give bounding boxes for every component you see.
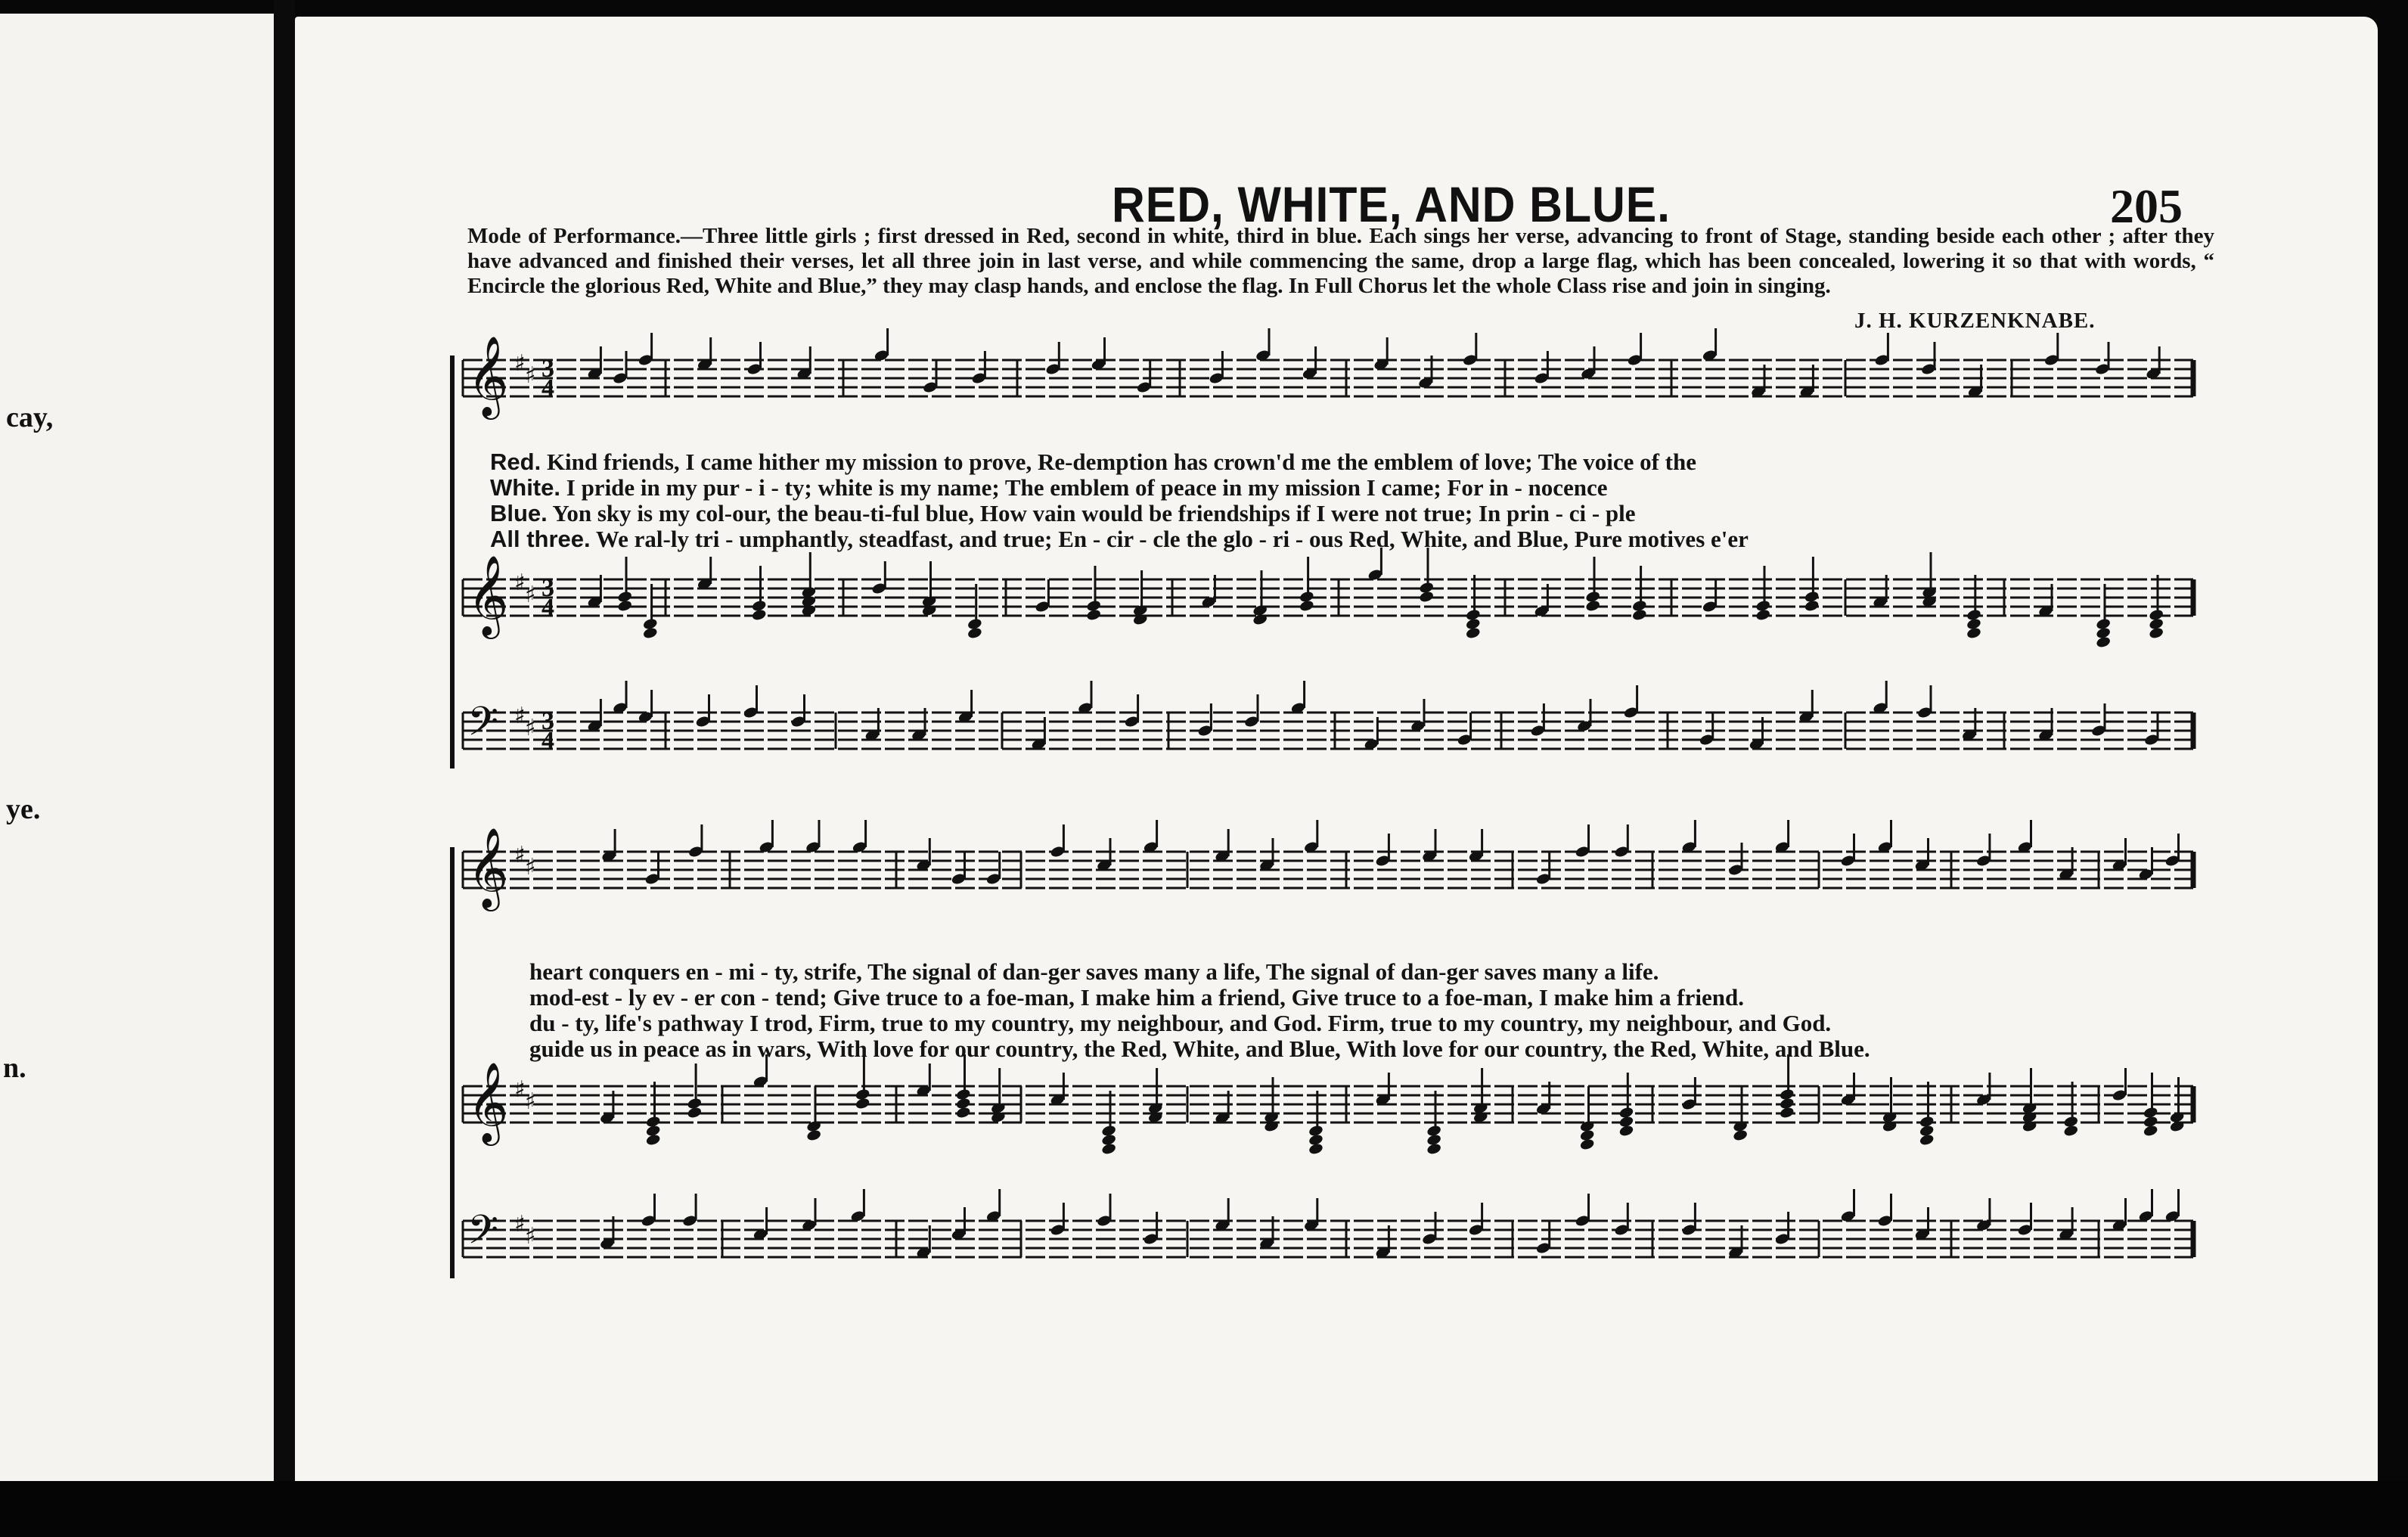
sharp-key-signature: ♯ [525,362,536,389]
treble-clef: 𝄞 [467,1061,509,1142]
note-head [1804,599,1820,612]
performance-instructions: Mode of Performance.—Three little girls ; first dressed in Red, second in white, third in blue. Each sings her verse, advancing to front of Stage, standing beside each other ; after they have advanced and finished their verses, let all three join in last verse, and while commencing the same, drop a large flag, which has been concealed, lowering it so that with words, “ Encircle the glorious Red, White and Blue,” they may clasp hands, and enclose the flag. In Full Chorus let the whole Class rise and join in singing. [467,224,2214,298]
sharp-key-signature: ♯ [514,570,526,596]
note-head [1419,590,1435,603]
verse-label: Red. [490,449,541,475]
note-head [1426,1142,1442,1155]
note-head [855,1097,870,1110]
note-head [1308,1142,1323,1155]
note-head [751,608,767,621]
composer-credit: J. H. KURZENKNABE. [1854,309,2096,333]
sharp-key-signature: ♯ [514,1211,526,1237]
note-head [1101,1142,1117,1155]
time-signature-top: 3 [541,355,554,383]
note-head [1779,1106,1795,1119]
sharp-key-signature: ♯ [514,703,526,729]
note-head [1465,626,1481,639]
verse-label: Blue. [490,500,548,526]
note-head [1919,1133,1935,1146]
time-signature-bottom: 4 [541,727,554,755]
bass-clef: 𝄢 [467,699,499,755]
note-head [1299,599,1314,612]
note-head [642,626,658,639]
note-head [1755,608,1771,621]
sharp-key-signature: ♯ [514,842,526,868]
verse-label: White. [490,474,560,501]
page-number: 205 [2110,179,2183,233]
note-head [2096,635,2112,648]
note-head [2143,1124,2158,1137]
lyric-text: I pride in my pur - i - ty; white is my name; The emblem of peace in my mission I came; For in - nocence [566,474,1608,501]
sharp-key-signature: ♯ [525,715,536,741]
left-page-fragment: ye. [6,793,41,825]
note-head [1618,1124,1634,1137]
time-signature-bottom: 4 [541,594,554,622]
note-head [1585,599,1601,612]
lyric-line: du - ty, life's pathway I trod, Firm, true to my country, my neighbour, and God. Firm, true to my country, my neighbour, and God. [529,1010,1832,1036]
lyric-line: guide us in peace as in wars, With love for our country, the Red, White, and Blue, With love for our country, the Red, White, and Blue. [529,1036,1870,1062]
time-signature-bottom: 4 [541,374,554,402]
note-head [806,1129,822,1141]
sharp-key-signature: ♯ [525,1223,536,1250]
note-head [1579,1138,1595,1150]
sharp-key-signature: ♯ [514,1076,526,1103]
note-head [1733,1129,1749,1141]
sharp-key-signature: ♯ [525,1088,536,1115]
note-head [617,599,633,612]
lyric-text: We ral-ly tri - umphantly, steadfast, and true; En - cir - cle the glo - ri - ous Red, White, and Blue, Pure motives e'er [595,526,1749,552]
treble-clef: 𝄞 [467,827,509,908]
song-title: RED, WHITE, AND BLUE. [1112,176,1671,232]
lyric-line: heart conquers en - mi - ty, strife, The signal of dan-ger saves many a life, The signal of dan-ger saves many a life. [529,958,1659,985]
left-page-fragment: cay, [6,402,54,433]
time-signature-top: 3 [541,707,554,735]
left-page-fragment: n. [3,1052,26,1084]
note-head [2149,626,2164,639]
sharp-key-signature: ♯ [525,582,536,608]
note-head [645,1133,661,1146]
note-head [955,1106,971,1119]
note-head [1966,626,1981,639]
note-head [1631,608,1647,621]
treble-clef: 𝄞 [467,554,509,635]
note-head [687,1106,703,1119]
note-head [967,626,982,639]
lyric-text: Yon sky is my col-our, the beau-ti-ful blue, How vain would be friendships if I were not true; In prin - ci - ple [552,500,1636,526]
verse-label: All three. [490,526,591,552]
treble-clef: 𝄞 [467,335,509,416]
lyric-line: mod-est - ly ev - er con - tend; Give truce to a foe-man, I make him a friend, Give truce to a foe-man, I make him a friend. [529,984,1744,1011]
lyric-text: Kind friends, I came hither my mission to prove, Re-demption has crown'd me the emblem of love; The voice of the [546,449,1696,475]
note-head [1086,608,1102,621]
bass-clef: 𝄢 [467,1207,499,1263]
time-signature-top: 3 [541,574,554,602]
note-head [2063,1124,2079,1137]
sharp-key-signature: ♯ [525,854,536,880]
sharp-key-signature: ♯ [514,350,526,377]
